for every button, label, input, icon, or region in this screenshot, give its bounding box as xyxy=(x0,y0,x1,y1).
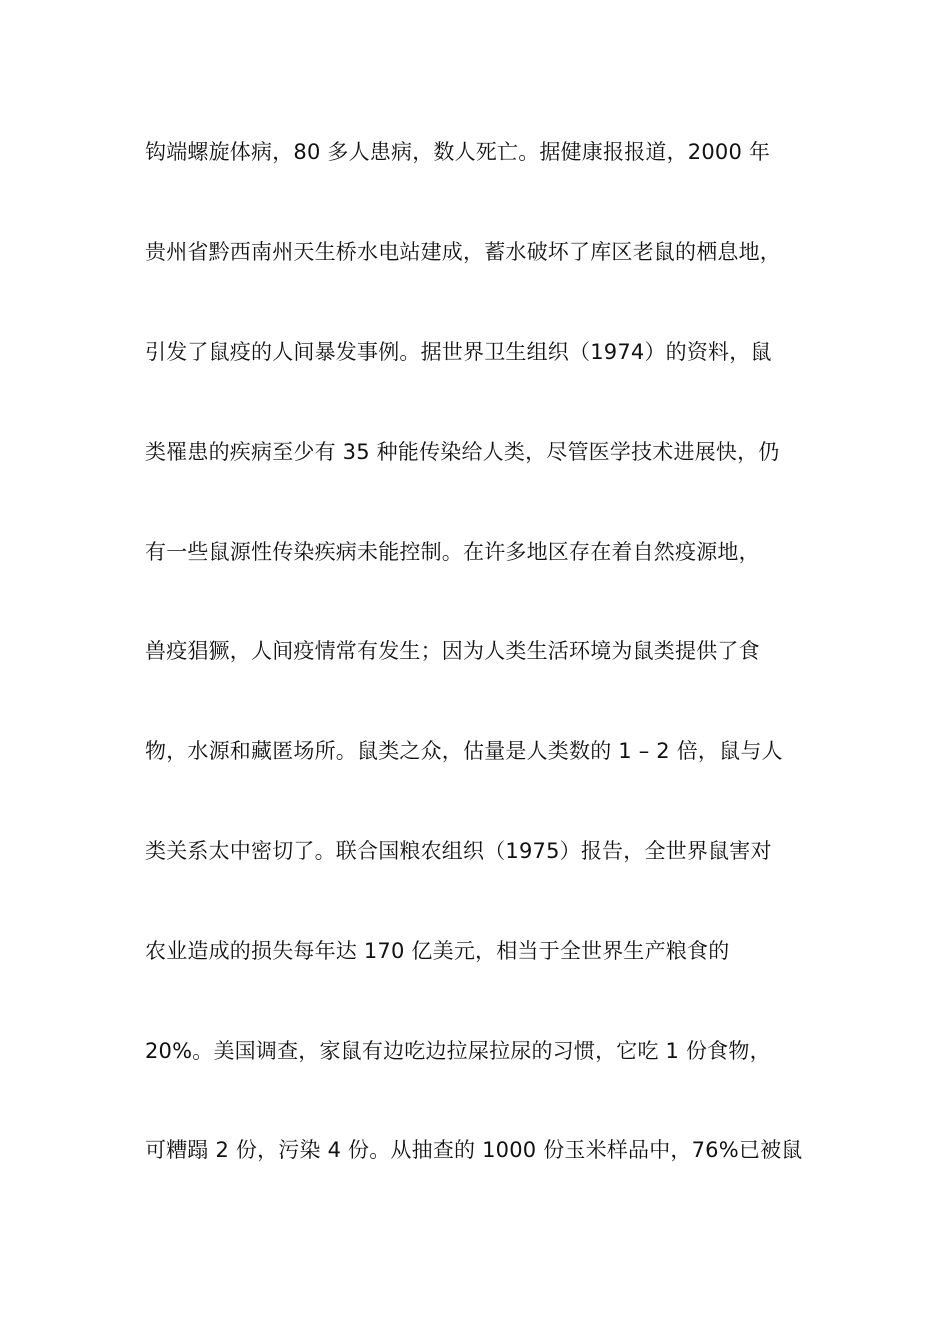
paragraph-line: 有一些鼠源性传染疾病未能控制。在许多地区存在着自然疫源地， xyxy=(145,540,760,564)
paragraph-line: 贵州省黔西南州天生桥水电站建成，蓄水破坏了库区老鼠的栖息地， xyxy=(145,240,781,264)
paragraph-line: 兽疫猖獗，人间疫情常有发生；因为人类生活环境为鼠类提供了食 xyxy=(145,639,760,663)
paragraph-line: 类关系太中密切了。联合国粮农组织（1975）报告，全世界鼠害对 xyxy=(145,839,772,863)
paragraph-line: 物，水源和藏匿场所。鼠类之众，估量是人类数的 1 – 2 倍，鼠与人 xyxy=(145,739,783,763)
paragraph-line: 20%。美国调查，家鼠有边吃边拉屎拉尿的习惯，它吃 1 份食物， xyxy=(145,1039,771,1063)
paragraph-line: 类罹患的疾病至少有 35 种能传染给人类，尽管医学技术进展快，仍 xyxy=(145,440,780,464)
paragraph-line: 引发了鼠疫的人间暴发事例。据世界卫生组织（1974）的资料，鼠 xyxy=(145,340,772,364)
paragraph-line: 农业造成的损失每年达 170 亿美元，相当于全世界生产粮食的 xyxy=(145,939,730,963)
paragraph-line: 钩端螺旋体病，80 多人患病，数人死亡。据健康报报道，2000 年 xyxy=(145,140,771,164)
paragraph-line: 可糟蹋 2 份，污染 4 份。从抽查的 1000 份玉米样品中，76%已被鼠 xyxy=(145,1138,803,1162)
